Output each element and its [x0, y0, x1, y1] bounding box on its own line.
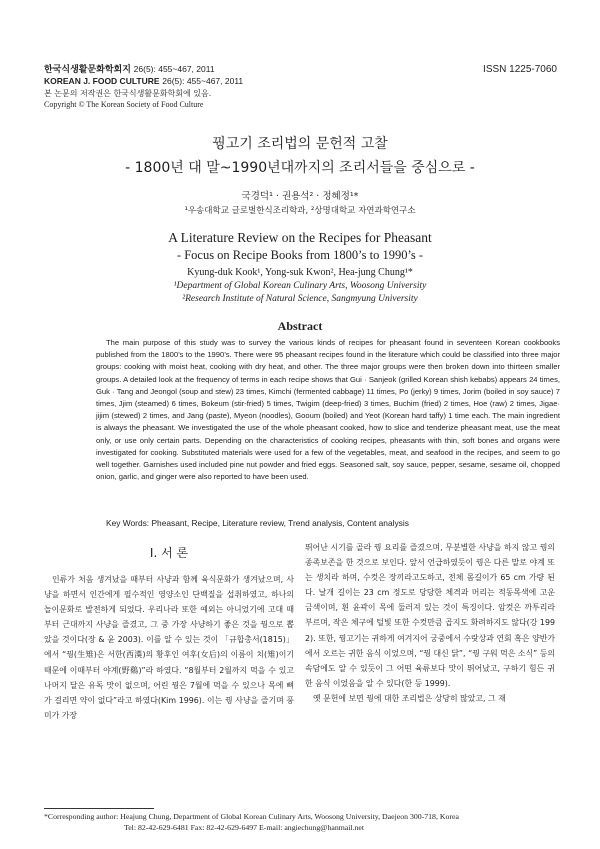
section-heading-introduction: I. 서 론: [149, 546, 189, 560]
title-ko-main: 꿩고기 조리법의 문헌적 고찰: [212, 136, 388, 152]
journal-volume-en: 26(5): 455~467, 2011: [162, 76, 244, 86]
journal-volume-ko: 26(5): 455~467, 2011: [133, 64, 215, 74]
abstract-heading: Abstract: [277, 319, 323, 333]
footnote: [44, 811, 459, 833]
authors-en: Kyung-duk Kook¹, Yong-suk Kwon², Hea-jung Chung¹*: [187, 267, 413, 278]
affiliation-en-1: ¹Department of Global Korean Culinary Arts, Woosong University: [173, 281, 427, 291]
copyright-ko: 본 논문의 저작권은 한국식생활문화학회에 있음.: [44, 89, 212, 98]
journal-name-ko: 한국식생활문화학회지: [44, 65, 131, 75]
title-en-subtitle: - Focus on Recipe Books from 1800’s to 1990’s -: [176, 248, 424, 262]
copyright-en: Copyright © The Korean Society of Food Culture: [44, 100, 204, 109]
affiliations-ko: ¹우송대학교 글로벌한식조리학과, ²상명대학교 자연과학연구소: [184, 206, 416, 216]
authors-ko: 국경덕¹ · 권용석² · 정혜정¹*: [241, 191, 359, 202]
journal-name-en: KOREAN J. FOOD CULTURE: [44, 76, 160, 86]
body-paragraph: 뛰어난 시기를 골라 꿩 요리를 즐겼으며, 무분별한 사냥을 하지 않고 꿩의 종족보존을 한 것으로 보인다. 앞서 언급하였듯이 꿩은 다른 말로 야계 또는 생치라 하며, 수컷은 장끼라고도하고, 전체 몸길이가 65 cm 가량 된다. 날개 길이는 23 cm 정도로 당당한 체격과 머리는 적동목색에 고운 금색이며, 흰 윤곽이 목에 둘러져 있는 것이 특징이다. 암컷은 까투리라 부르며, 작은 체구에 털빛 또한 수컷만큼 곱지도 화려하지도 않다(강 1992). 또한, 꿩고기는 귀하게 여겨지어 궁중에서 수랏상과 연회 혹은 양반가에서 오르는 귀한 음식 이었으며, “꿩 대신 닭”, “꿩 구워 먹은 소식” 등의 속담에도 알 수 있듯이 그 어떤 육류보다 맛이 뛰어났고, 구하기 힘든 귀한 음식 이었음을 알 수 있다(한 등 1999).: [305, 543, 555, 688]
abstract-text: The main purpose of this study was to survey the various kinds of recipes for pheasant found in seventeen Korean cookbooks published from the 1800’s to the 1990’s. There were 95 pheasant recipes found in the literature which could be classified into three major groups: cooking with moist heat, cooking with dry heat, and other. The three major groups were then broken down into thirteen smaller groups. A detailed look at the frequency of terms in each recipe shows that Gui · Sanjeok (grilled Korean shish kebabs) appears 24 times, Guk · Tang and Jeongol (soup and stew) 23 times, Kimchi (fermented cabbage) 11 times, Po (jerky) 9 times, Jorim (boiled in soy sauce) 7 times, Jjim (steamed) 6 times, Bokeum (stir-fried) 5 times, Twigim (deep-fried) 3 times, Buchim (fried) 2 times, Hoe (raw) 2 times, Jigae· jijim (stewed) 2 times, and Jang (paste), Myeon (noodles), Gooum (boiled) and Yeot (Korean hard taffy) 1 time each. The main ingredient is always the pheasant. We investigated the use of the whole pheasant cooked, how to slice and tenderize pheasant meat, use the meat only, or use only certain parts. Depending on the characteristics of cooking recipes, pheasants with thin, soft bones and organs were investigated for cooking. Substituted materials were used for a few of the vegetables, meat, and seafood in the recipes, and seem to go well together. Garnishes used included pine nut powder and fried eggs. Seasoned salt, soy sauce, pepper, sesame, sesame oil, chopped onion, garlic, and ginger were also reported to have been used.: [96, 338, 560, 482]
issn: ISSN 1225-7060: [483, 64, 557, 75]
title-en-main: A Literature Review on the Recipes for Pheasant: [168, 230, 432, 245]
body-paragraph: 인류가 처음 생겨났을 때부터 사냥과 함께 육식문화가 생겨났으며, 사냥을 하면서 인간에게 필수적인 영양소인 단백질을 섭취하였고, 하나의 놀이문화로 발전하게 되었다. 우리나라 또한 예외는 아니었기에 고대 때부터 근대까지 사냥을 즐겼고, 그 중 가장 사냥하기 좋은 것을 꿩으로 뽑았을 것이다(장 & 윤 2003). 이를 알 수 있는 것이 「규합총서(1815)」 에서 “꿩(生雉)은 서한(西漢)의 황후인 여후(女后)의 이름이 치(雉)이기 때문에 이때부터 야계(野鷄)”라 하였다. “8월부터 2월까지 먹을 수 있고 나머지 달은 유독 맛이 없으며, 어린 꿩은 7월에 먹을 수 있으나 목에 뼈가 걸리면 약이 없다”라고 하였다(Kim 1996). 이는 꿩 사냥을 즐기며 풍미가 가장: [44, 575, 294, 720]
title-ko-subtitle: - 1800년 대 말~1990년대까지의 조리서들을 중심으로 -: [125, 160, 475, 176]
footnote-divider: [44, 808, 154, 809]
affiliation-en-2: ²Research Institute of Natural Science, Sangmyung University: [182, 294, 418, 304]
body-column-left: [44, 540, 294, 723]
keywords: Key Words: Pheasant, Recipe, Literature review, Trend analysis, Content analysis: [106, 518, 409, 528]
journal-header: [44, 64, 243, 110]
body-column-right: [305, 540, 555, 706]
body-paragraph: 옛 문헌에 보면 꿩에 대한 조리법은 상당히 많았고, 그 재: [313, 693, 506, 703]
footnote-corresponding-author: *Corresponding author: Heajung Chung, Department of Global Korean Culinary Arts, Woosong University, Daejeon 300-718, Korea: [44, 812, 459, 821]
footnote-contact: Tel: 82-42-629-6481 Fax: 82-42-629-6497 E-mail: angiechung@hanmail.net: [124, 823, 365, 832]
